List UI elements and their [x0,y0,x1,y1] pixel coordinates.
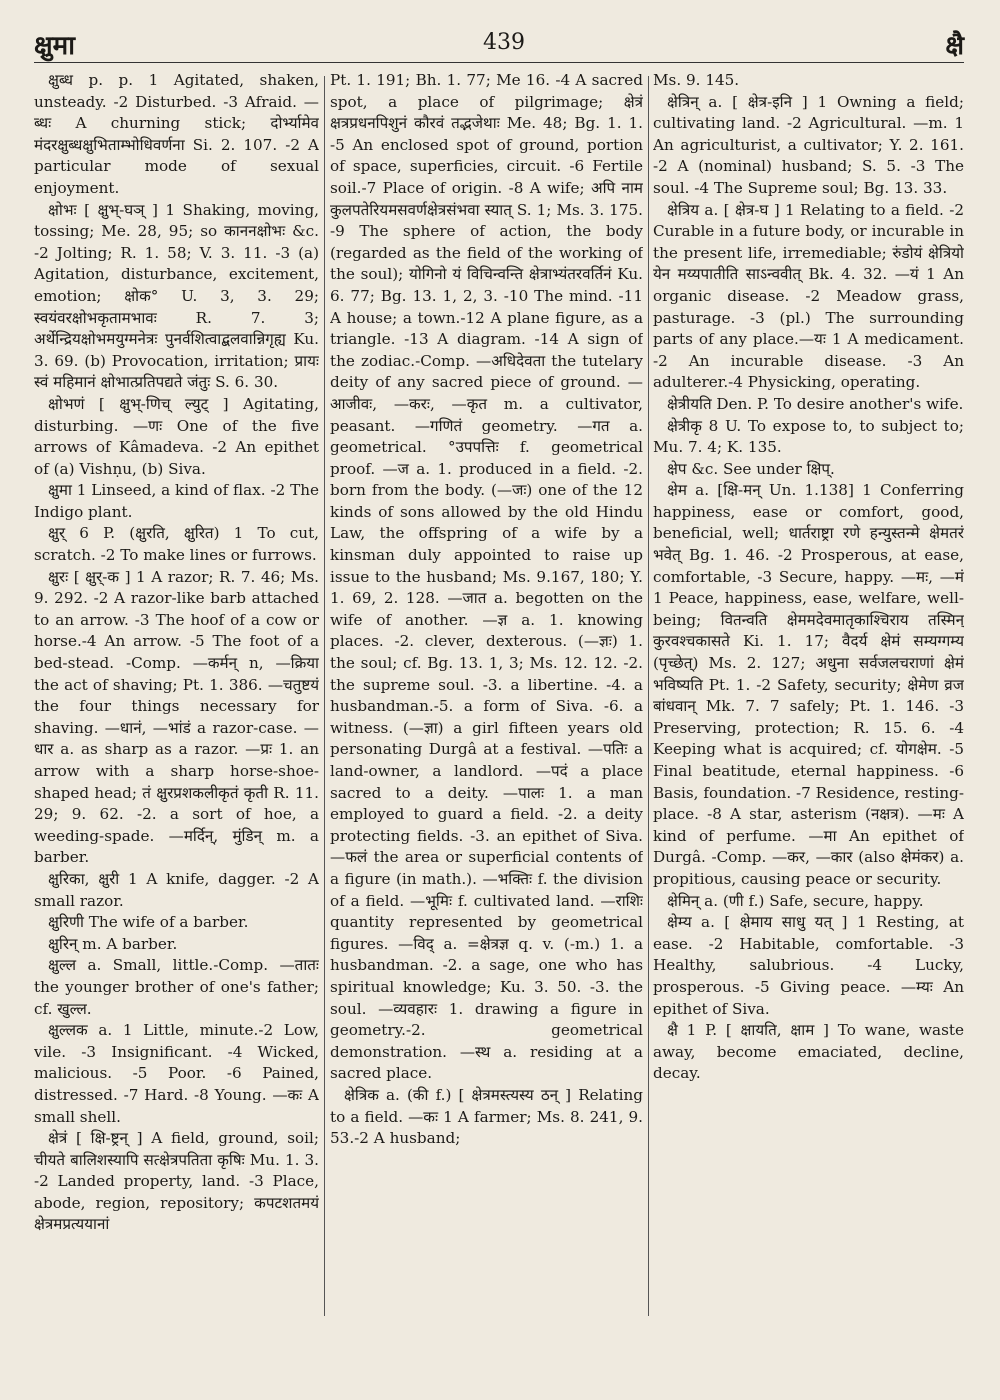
entry: क्षेत्रीयति Den. P. To desire another's wife. [667,394,964,413]
column-divider [324,76,325,1316]
entry: Pt. 1. 191; Bh. 1. 77; Me 16. -4 A sacred spot, a place of pilgrimage; क्षेत्रं क्षत्रप्रधनपिशुनं कौरवं तद्भजेथाः Me. 48; Bg. 1. 1. -5 An enclosed spot of ground, portion of space, superficies, circuit. -6 Fertile soil.-7 Place of origin. -8 A wife; अपि नाम कुलपतेरियमसवर्णक्षेत्रसंभवा स्यात् S. 1; Ms. 3. 175. -9 The sphere of action, the body (regarded as the field of the working of the soul); योगिनो यं विचिन्वन्ति क्षेत्राभ्यंतरवर्तिनं Ku. 6. 77; Bg. 13. 1, 2, 3. -10 The mind. -11 A house; a town.-12 A plane figure, as a triangle. -13 A diagram. -14 A sign of the zodiac.-Comp. —अधिदेवता the tutelary deity of any sacred piece of ground. —आजीवः, —करः, —कृत m. a cultivator, peasant. —गणितं geometry. —गत a. geometrical. °उपपत्तिः f. geometrical proof. —ज a. 1. produced in a field. -2. born from the body. (—जः) one of the 12 kinds of sons allowed by the old Hindu Law, the offspring of a wife by a kinsman duly appointed to raise up issue to the husband; Ms. 9.167, 180; Y. 1. 69, 2. 128. —जात a. begotten on the wife of another. —ज्ञ a. 1. knowing places. -2. clever, dexterous. (—ज्ञः) 1. the soul; cf. Bg. 13. 1, 3; Ms. 12. 12. -2. the supreme soul. -3. a libertine. -4. a husbandman.-5. a form of Siva. -6. a witness. (—ज्ञा) a girl fifteen years old personating Durgâ at a festival. —पतिः a land-owner, a landlord. —पदं a place sacred to a deity. —पालः 1. a man employed to guard a field. -2. a deity protecting fields. -3. an epithet of Siva. —फलं the area or superficial contents of a figure (in math.). —भक्तिः f. the division of a field. —भूमिः f. cultivated land. —राशिः quantity represented by geometrical figures. —विद् a. =क्षेत्रज्ञ q. v. (-m.) 1. a husbandman. -2. a sage, one who has spiritual knowledge; Ku. 3. 50. -3. the soul. —व्यवहारः 1. drawing a figure in geometry.-2. geometrical demonstration. —स्थ a. residing at a sacred place. [330,71,643,1083]
entry: क्षेम्य a. [ क्षेमाय साधु यत् ] 1 Resting, at ease. -2 Habitable, comfortable. -3 Healthy, salubrious. -4 Lucky, prosperous. -5 Giving peace. —म्यः An epithet of Siva. [653,913,964,1018]
column-2 [330,70,643,1360]
entry: क्षुल्ल a. Small, little.-Comp. —तातः the younger brother of one's father; cf. खुल्ल. [34,956,319,1018]
entry: क्षै 1 P. [ क्षायति, क्षाम ] To wane, waste away, become emaciated, decline, decay. [653,1021,964,1083]
entry: क्षुल्लक a. 1 Little, minute.-2 Low, vile. -3 Insignificant. -4 Wicked, malicious. -5 Poor. -6 Pained, distressed. -7 Hard. -8 Young. —कः A small shell. [34,1021,319,1126]
column-3 [653,70,964,1360]
page-header [34,26,964,66]
header-left-word: क्षुमा [34,31,75,61]
entry: क्षेप &c. See under क्षिप्. [667,459,835,478]
entry: क्षुरिन् m. A barber. [48,934,178,953]
page-number: 439 [483,30,525,55]
entry: क्षुरः [ क्षुर्-क ] 1 A razor; R. 7. 46; Ms. 9. 292. -2 A razor-like barb attached to an arrow. -3 The hoof of a cow or horse.-4 An arrow. -5 The foot of a bed-stead. -Comp. —कर्मन् n, —क्रिया the act of shaving; Pt. 1. 386. —चतुष्टयं the four things necessary for shaving. —धानं, —भांडं a razor-case. —धार a. as sharp as a razor. —प्रः 1. an arrow with a sharp horse-shoe-shaped head; तं क्षुरप्रशकलीकृतं कृती R. 11. 29; 9. 62. -2. a sort of hoe, a weeding-spade. —मर्दिन्, मुंडिन् m. a barber. [34,567,319,867]
entry: क्षुरिणी The wife of a barber. [48,913,249,932]
entry: क्षेमिन् a. (णी f.) Safe, secure, happy. [667,891,924,910]
columns [34,70,964,1370]
header-right-word: क्षै [945,31,964,61]
entry: क्षुब्ध p. p. 1 Agitated, shaken, unsteady. -2 Disturbed. -3 Afraid. —ब्धः A churning stick; दोर्भ्यामेव मंदरक्षुब्धक्षुभिताम्भोधिवर्णना Si. 2. 107. -2 A particular mode of sexual enjoyment. [34,71,319,197]
entry: क्षुमा 1 Linseed, a kind of flax. -2 The Indigo plant. [34,481,319,521]
entry: क्षुरिका, क्षुरी 1 A knife, dagger. -2 A small razor. [34,869,319,910]
column-divider [648,76,649,1316]
entry: क्षोभणं [ क्षुभ्-णिच् ल्युट् ] Agitating, disturbing. —णः One of the five arrows of Kâmadeva. -2 An epithet of (a) Vishṇu, (b) Siva. [34,394,319,478]
entry: क्षोभः [ क्षुभ्-घञ् ] 1 Shaking, moving, tossing; Me. 28, 95; so काननक्षोभः &c. -2 Jolting; R. 1. 58; V. 3. 11. -3 (a) Agitation, disturbance, excitement, emotion; क्षोक° U. 3, 3. 29; स्वयंवरक्षोभकृतामभावः R. 7. 3; अर्थेन्द्रियक्षोभमयुग्मनेत्रः पुनर्वशित्वाद्बलवान्निगृह्य Ku. 3. 69. (b) Provocation, irritation; प्रायः स्वं महिमानं क्षोभात्प्रतिपद्यते जंतुः S. 6. 30. [34,200,319,392]
entry: क्षेत्रिन् a. [ क्षेत्र-इनि ] 1 Owning a field; cultivating land. -2 Agricultural. —m. 1 An agriculturist, a cultivator; Y. 2. 161. -2 A (nominal) husband; S. 5. -3 The soul. -4 The Supreme soul; Bg. 13. 33. [653,92,964,197]
entry: क्षुर् 6 P. (क्षुरति, क्षुरित) 1 To cut, scratch. -2 To make lines or furrows. [34,524,319,565]
entry: क्षेत्रिय a. [ क्षेत्र-घ ] 1 Relating to a field. -2 Curable in a future body, or incurable in the present life, irremediable; रुंडोयं क्षेत्रियो येन मय्यपातीति साऽन्ववीत् Bk. 4. 32. —यं 1 An organic disease. -2 Meadow grass, pasturage. -3 (pl.) The surrounding parts of any place.—यः 1 A medicament. -2 An incurable disease. -3 An adulterer.-4 Physicking, operating. [653,200,964,392]
entry: क्षेत्रीकृ 8 U. To expose to, to subject to; Mu. 7. 4; K. 135. [653,416,964,457]
column-1 [34,70,319,1360]
entry: क्षेम a. [क्षि-मन् Un. 1.138] 1 Conferring happiness, ease or comfort, good, beneficial, well; धार्तराष्ट्रा रणे हन्युस्तन्मे क्षेमतरं भवेत् Bg. 1. 46. -2 Prosperous, at ease, comfortable, -3 Secure, happy. —मः, —मं 1 Peace, happiness, ease, welfare, well-being; वितन्वति क्षेममदेवमातृकाश्चिराय तस्मिन् कुरवश्चकासते Ki. 1. 17; वैदर्य क्षेमं सम्यग्गम्य (पृच्छेत्) Ms. 2. 127; अधुना सर्वजलचराणां क्षेमं भविष्यति Pt. 1. -2 Safety, security; क्षेमेण व्रज बांधवान् Mk. 7. 7 safely; Pt. 1. 146. -3 Preserving, protection; R. 15. 6. -4 Keeping what is acquired; cf. योगक्षेम. -5 Final beatitude, eternal happiness. -6 Basis, foundation. -7 Residence, resting-place. -8 A star, asterism (नक्षत्र). —मः A kind of perfume. —मा An epithet of Durgâ. -Comp. —कर, —कार (also क्षेमंकर) a. propitious, causing peace or security. [653,481,964,888]
entry: क्षेत्रं [ क्षि-ष्ट्रन् ] A field, ground, soil; चीयते बालिशस्यापि सत्क्षेत्रपतिता कृषिः Mu. 1. 3. -2 Landed property, land. -3 Place, abode, region, repository; कपटशतमयं क्षेत्रमप्रत्ययानां [34,1129,319,1234]
entry: Ms. 9. 145. [653,71,740,89]
header-rule [34,62,964,63]
entry: क्षेत्रिक a. (की f.) [ क्षेत्रमस्त्यस्य ठन् ] Relating to a field. —कः 1 A farmer; Ms. 8. 241, 9. 53.-2 A husband; [330,1085,643,1148]
